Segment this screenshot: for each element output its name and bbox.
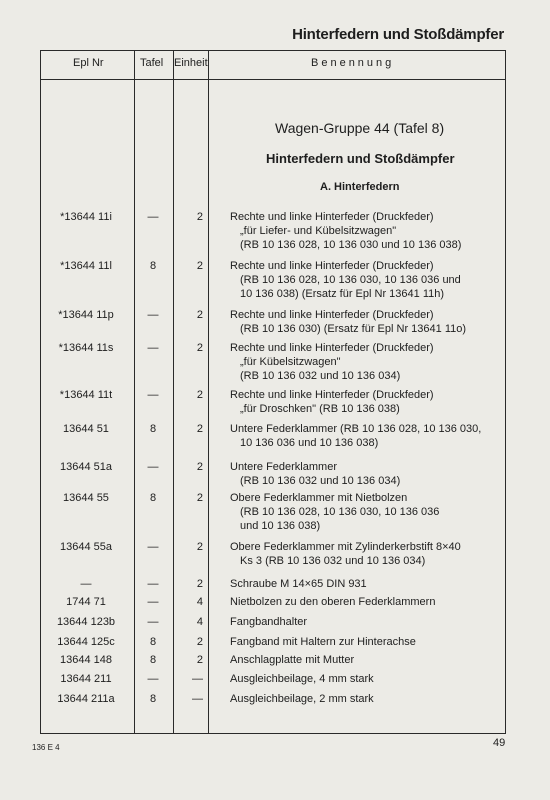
einheit-cell: 2 <box>196 636 203 648</box>
footer-code: 136 E 4 <box>32 743 60 752</box>
benennung-line: Schraube M 14×65 DIN 931 <box>230 578 367 590</box>
benennung-cell <box>230 577 506 591</box>
tafel-cell: — <box>147 461 159 473</box>
epl-nr-cell: *13644 11s <box>58 342 114 354</box>
benennung-cell <box>230 672 506 686</box>
einheit-cell: 2 <box>196 492 203 504</box>
benennung-line: Obere Federklammer mit Nietbolzen <box>230 492 408 504</box>
einheit-cell: 4 <box>196 596 203 608</box>
epl-nr-cell: *13644 11t <box>59 389 113 401</box>
benennung-line: „für Droschken" (RB 10 136 038) <box>240 403 400 415</box>
epl-nr-cell: 13644 211a <box>57 693 115 705</box>
tafel-cell: 8 <box>149 693 157 705</box>
epl-nr-cell: 1744 71 <box>66 596 106 608</box>
benennung-line: Untere Federklammer (RB 10 136 028, 10 136 030, <box>230 423 482 435</box>
benennung-line: Untere Federklammer <box>230 461 337 473</box>
benennung-line: Obere Federklammer mit Zylinderkerbstift 8×40 <box>230 541 461 553</box>
epl-nr-cell: 13644 125c <box>57 636 115 648</box>
group-title: Wagen-Gruppe 44 (Tafel 8) <box>275 120 445 136</box>
benennung-cell <box>230 460 506 488</box>
benennung-line: und 10 136 038) <box>240 520 321 532</box>
epl-nr-cell: 13644 55a <box>60 541 112 553</box>
benennung-line: Rechte und linke Hinterfeder (Druckfeder) <box>230 342 434 354</box>
benennung-cell <box>230 615 506 629</box>
einheit-cell: 2 <box>196 309 203 321</box>
benennung-cell <box>230 388 506 416</box>
einheit-cell: 2 <box>196 578 203 590</box>
einheit-cell: 2 <box>196 541 203 553</box>
tafel-cell: — <box>147 389 159 401</box>
einheit-cell: 2 <box>196 211 203 223</box>
benennung-line: (RB 10 136 028, 10 136 030, 10 136 036 und <box>240 274 461 286</box>
tafel-cell: 8 <box>149 260 157 272</box>
benennung-line: Ks 3 (RB 10 136 032 und 10 136 034) <box>240 555 426 567</box>
column-header-benennung: Benennung <box>311 57 395 69</box>
einheit-cell: — <box>192 673 203 685</box>
epl-nr-cell: 13644 211 <box>60 673 112 685</box>
benennung-cell <box>230 259 506 301</box>
epl-nr-cell: 13644 55 <box>63 492 109 504</box>
benennung-line: „für Kübelsitzwagen" <box>240 356 341 368</box>
column-header-einheit: Einheit <box>174 57 208 69</box>
benennung-line: 10 136 036 und 10 136 038) <box>240 437 379 449</box>
column-header-epl-nr: Epl Nr <box>73 57 104 69</box>
benennung-cell <box>230 210 506 252</box>
subsection-title: A. Hinterfedern <box>320 181 400 193</box>
benennung-line: Ausgleichbeilage, 4 mm stark <box>230 673 374 685</box>
tafel-cell: — <box>147 541 159 553</box>
benennung-line: Fangbandhalter <box>230 616 308 628</box>
benennung-cell <box>230 422 506 450</box>
benennung-line: 10 136 038) (Ersatz für Epl Nr 13641 11h) <box>240 288 445 300</box>
tafel-cell: — <box>147 211 159 223</box>
epl-nr-cell: 13644 148 <box>60 654 112 666</box>
benennung-line: (RB 10 136 028, 10 136 030, 10 136 036 <box>240 506 440 518</box>
einheit-cell: 2 <box>196 342 203 354</box>
einheit-cell: — <box>192 693 203 705</box>
einheit-cell: 2 <box>196 654 203 666</box>
einheit-cell: 2 <box>196 461 203 473</box>
benennung-line: Rechte und linke Hinterfeder (Druckfeder) <box>230 309 434 321</box>
einheit-cell: 2 <box>196 260 203 272</box>
header-divider <box>41 79 505 80</box>
tafel-cell: — <box>147 596 159 608</box>
tafel-cell: 8 <box>149 492 157 504</box>
benennung-cell <box>230 491 506 533</box>
tafel-cell: 8 <box>149 636 157 648</box>
benennung-cell <box>230 692 506 706</box>
einheit-cell: 2 <box>196 389 203 401</box>
benennung-cell <box>230 653 506 667</box>
benennung-line: (RB 10 136 028, 10 136 030 und 10 136 038) <box>240 239 462 251</box>
epl-nr-cell: 13644 123b <box>56 616 116 628</box>
tafel-cell: — <box>147 616 159 628</box>
epl-nr-cell: 13644 51 <box>63 423 109 435</box>
benennung-line: (RB 10 136 032 und 10 136 034) <box>240 370 401 382</box>
benennung-cell <box>230 595 506 609</box>
tafel-cell: — <box>147 309 159 321</box>
section-title: Hinterfedern und Stoßdämpfer <box>266 151 455 166</box>
benennung-line: Rechte und linke Hinterfeder (Druckfeder) <box>230 389 434 401</box>
tafel-cell: 8 <box>149 654 157 666</box>
benennung-line: (RB 10 136 032 und 10 136 034) <box>240 475 401 487</box>
column-divider <box>208 51 209 733</box>
benennung-line: Nietbolzen zu den oberen Federklammern <box>230 596 436 608</box>
benennung-line: Fangband mit Haltern zur Hinterachse <box>230 636 416 648</box>
epl-nr-cell: *13644 11i <box>60 211 112 223</box>
benennung-line: Rechte und linke Hinterfeder (Druckfeder) <box>230 211 434 223</box>
einheit-cell: 4 <box>196 616 203 628</box>
benennung-line: Rechte und linke Hinterfeder (Druckfeder) <box>230 260 434 272</box>
benennung-line: Anschlagplatte mit Mutter <box>230 654 355 666</box>
tafel-cell: — <box>147 342 159 354</box>
benennung-line: (RB 10 136 030) (Ersatz für Epl Nr 13641 11o) <box>240 323 467 335</box>
epl-nr-cell: — <box>80 578 92 590</box>
epl-nr-cell: *13644 11p <box>58 309 114 321</box>
epl-nr-cell: 13644 51a <box>60 461 112 473</box>
column-header-tafel: Tafel <box>140 57 164 69</box>
benennung-cell <box>230 341 506 383</box>
benennung-cell <box>230 540 506 568</box>
benennung-line: Ausgleichbeilage, 2 mm stark <box>230 693 374 705</box>
page-header: Hinterfedern und Stoßdämpfer <box>292 26 504 43</box>
tafel-cell: — <box>147 673 159 685</box>
tafel-cell: 8 <box>149 423 157 435</box>
einheit-cell: 2 <box>196 423 203 435</box>
page-number: 49 <box>493 737 506 749</box>
benennung-cell <box>230 308 506 336</box>
epl-nr-cell: *13644 11l <box>60 260 112 272</box>
tafel-cell: — <box>147 578 159 590</box>
benennung-cell <box>230 635 506 649</box>
benennung-line: „für Liefer- und Kübelsitzwagen" <box>240 225 397 237</box>
